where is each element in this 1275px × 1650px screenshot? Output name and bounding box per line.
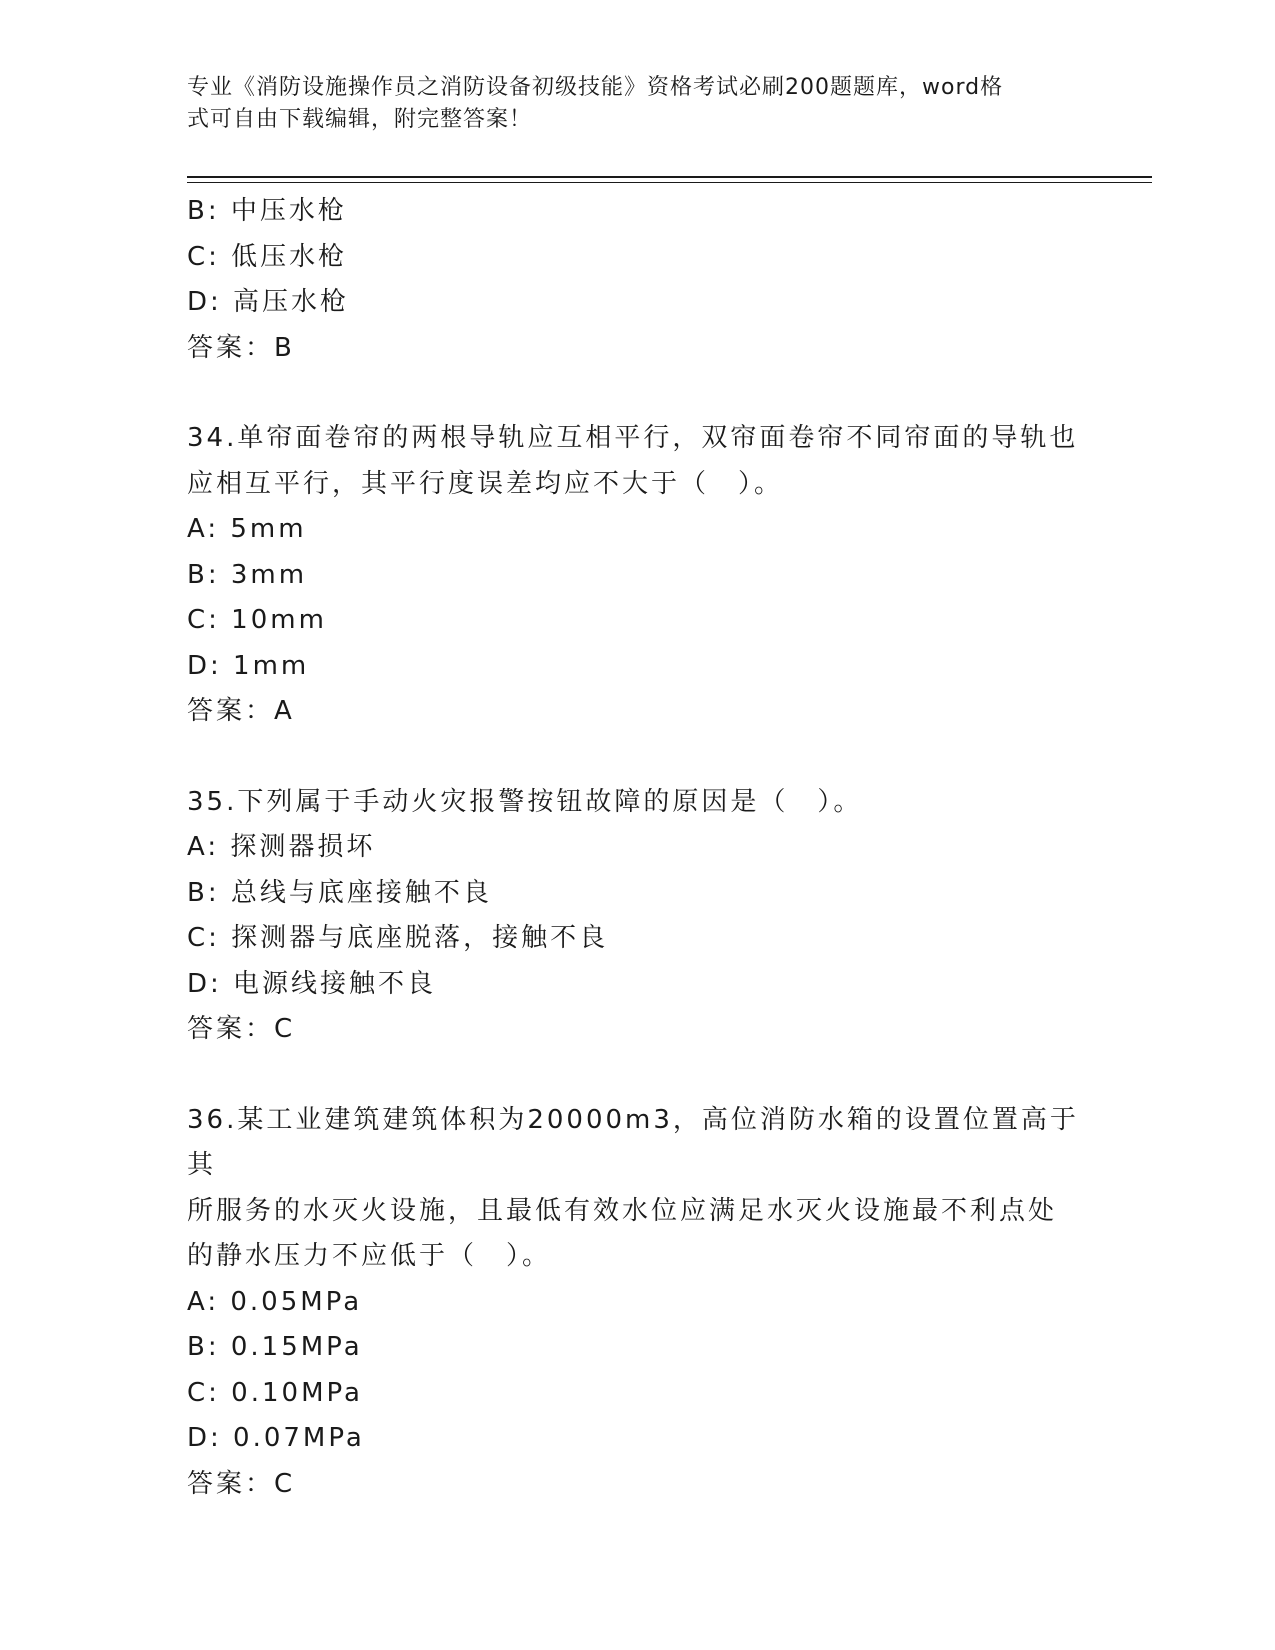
option-a: A: 0.05MPa bbox=[187, 1286, 363, 1317]
answer: 答案：C bbox=[187, 1468, 296, 1499]
question-35 bbox=[187, 780, 1087, 1053]
question-36 bbox=[187, 1098, 1087, 1508]
question-stem-line: 35.下列属于手动火灾报警按钮故障的原因是（ ）。 bbox=[187, 786, 863, 817]
option-b: B: 0.15MPa bbox=[187, 1332, 363, 1362]
question-stem-line: 36.某工业建筑建筑体积为20000m3，高位消防水箱的设置位置高于其 bbox=[187, 1104, 1079, 1180]
option-b: B: 3mm bbox=[187, 559, 308, 590]
question-stem-line: 的静水压力不应低于（ ）。 bbox=[187, 1241, 552, 1271]
header-divider-thin bbox=[187, 182, 1152, 183]
option-c: C: 探测器与底座脱落，接触不良 bbox=[187, 923, 609, 953]
answer: 答案：C bbox=[187, 1014, 296, 1044]
answer: 答案：A bbox=[187, 696, 295, 726]
document-header bbox=[187, 72, 1067, 136]
option-b: B: 中压水枪 bbox=[187, 196, 347, 226]
question-stem-line: 应相互平行，其平行度误差均应不大于（ ）。 bbox=[187, 468, 784, 499]
spacer bbox=[187, 735, 1087, 780]
option-c: C: 0.10MPa bbox=[187, 1377, 363, 1408]
spacer bbox=[187, 371, 1087, 416]
option-d: D: 1mm bbox=[187, 650, 310, 681]
option-d: D: 0.07MPa bbox=[187, 1423, 365, 1453]
question-list bbox=[187, 189, 1087, 1507]
question-stem-line: 34.单帘面卷帘的两根导轨应互相平行，双帘面卷帘不同帘面的导轨也 bbox=[187, 423, 1079, 453]
header-line-2: 式可自由下载编辑，附完整答案！ bbox=[187, 107, 533, 132]
question-34 bbox=[187, 416, 1087, 735]
option-a: A: 5mm bbox=[187, 514, 307, 544]
option-b: B: 总线与底座接触不良 bbox=[187, 877, 492, 908]
option-a: A: 探测器损坏 bbox=[187, 832, 376, 862]
option-d: D: 电源线接触不良 bbox=[187, 968, 437, 999]
option-c: C: 10mm bbox=[187, 605, 327, 635]
spacer bbox=[187, 1053, 1087, 1098]
option-c: C: 低压水枪 bbox=[187, 241, 348, 272]
header-divider bbox=[187, 176, 1152, 178]
header-line-1: 专业《消防设施操作员之消防设备初级技能》资格考试必刷200题题库，word格 bbox=[187, 75, 1004, 100]
option-d: D: 高压水枪 bbox=[187, 287, 350, 317]
question-33-continued bbox=[187, 189, 1087, 371]
answer: 答案：B bbox=[187, 332, 295, 363]
question-stem-line: 所服务的水灭火设施，且最低有效水位应满足水灭火设施最不利点处 bbox=[187, 1195, 1058, 1226]
